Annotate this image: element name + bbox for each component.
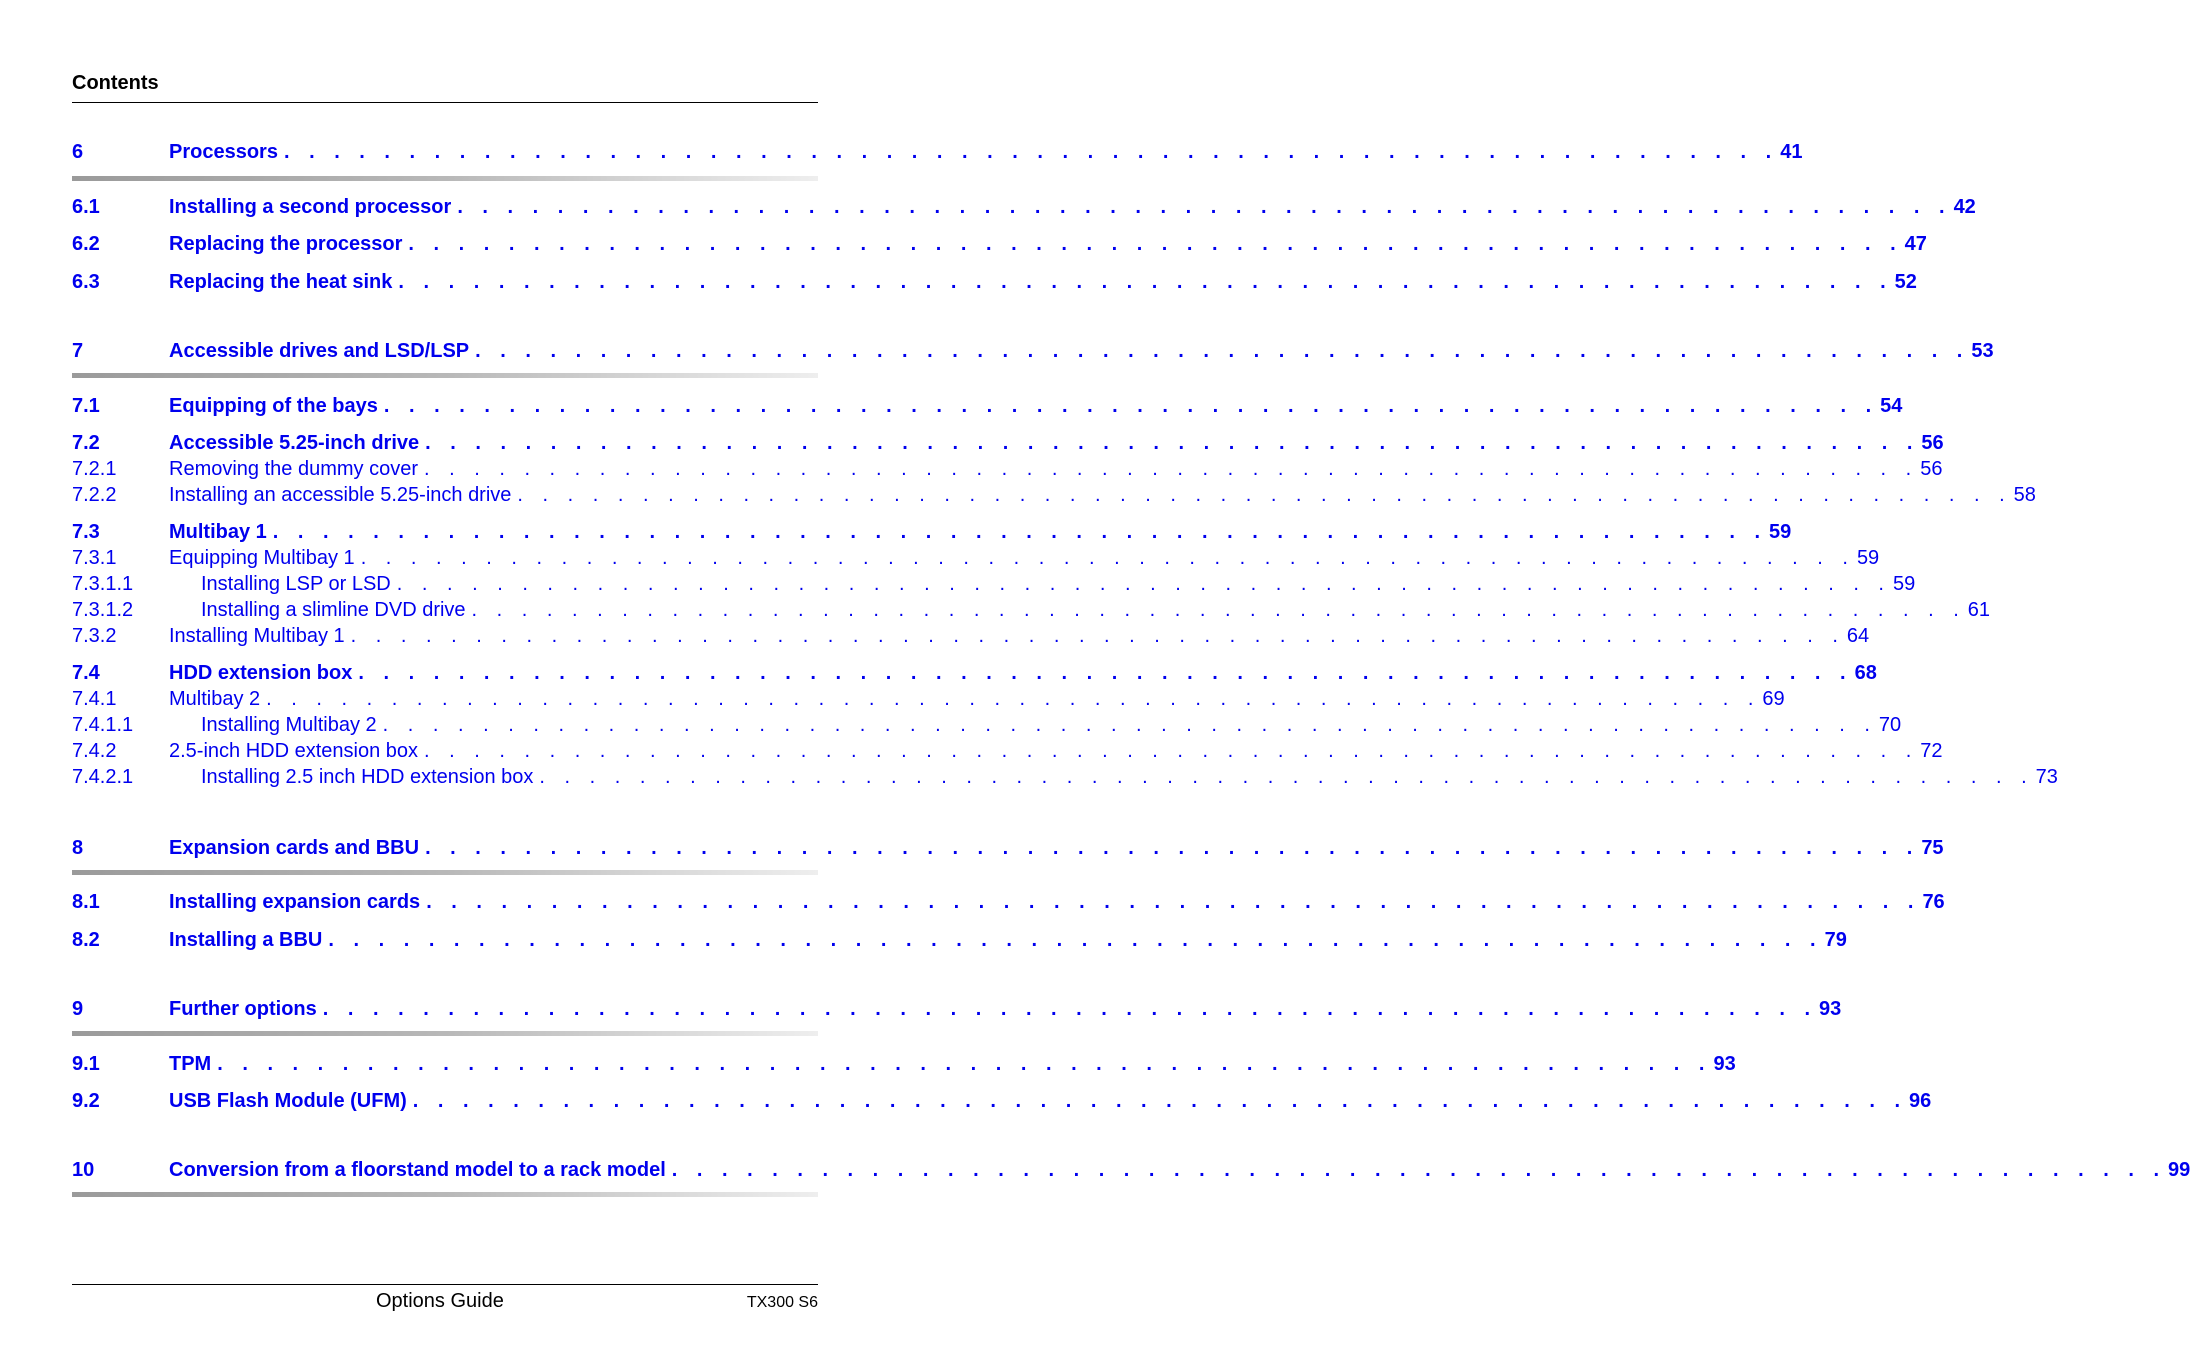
toc-entry[interactable] [72,547,1880,573]
toc-dot-leader: . . . . . . . . . . . . . . . . . . . . . . . . . . . . . . . . . . . . . . . . . . . . . . . . . . . . . . . . . . . . [671,1159,2167,1181]
toc-entry-number: 7.4 [72,662,100,684]
toc-entry-title: Installing a second processor [169,196,457,219]
toc-entry-number: 8 [72,837,84,859]
toc-entry-number: 7.3 [72,521,100,543]
toc-entry-page-number: 72 [1920,740,1943,762]
toc-entry-page-number: 54 [1880,395,1903,417]
toc-entry-page-number: 41 [1780,141,1803,163]
toc-dot-leader: . . . . . . . . . . . . . . . . . . . . . . . . . . . . . . . . . . . . . . . . . . . . . . . . . . . . . . . . . . . . [398,271,1893,293]
toc-dot-leader: . . . . . . . . . . . . . . . . . . . . . . . . . . . . . . . . . . . . . . . . . . . . . . . . . . . . . . . . . . . . [360,547,1855,569]
toc-entry-number: 7.3.2 [72,625,117,647]
toc-entry-number: 8.2 [72,929,100,951]
toc-dot-leader: . . . . . . . . . . . . . . . . . . . . . . . . . . . . . . . . . . . . . . . . . . . . . . . . . . . . . . . . . . . . [266,688,1761,710]
toc-entry-number: 7.1 [72,395,100,417]
toc-entry-title: HDD extension box [169,662,358,685]
toc-entry-page-number: 79 [1824,929,1847,951]
toc-entry-number: 7.4.2 [72,740,117,762]
toc-entry-title: USB Flash Module (UFM) [169,1090,413,1113]
toc-entry-page-number: 76 [1922,891,1945,913]
toc-entry-title: Installing Multibay 2 [201,714,383,737]
toc-entry-title: Accessible 5.25-inch drive [169,432,425,455]
toc-entry-page-number: 59 [1856,547,1880,569]
toc-entry[interactable] [72,625,1870,651]
toc-entry-number: 9.1 [72,1053,100,1075]
toc-entry-page-number: 73 [2035,766,2058,788]
toc-entry[interactable] [72,766,2058,792]
toc-entry-number: 6.1 [72,196,100,218]
toc-entry-number: 7.4.1.1 [72,714,134,736]
toc-entry[interactable] [72,196,1976,222]
toc-entry-number: 7 [72,340,84,362]
toc-entry-number: 8.1 [72,891,100,913]
toc-entry[interactable] [72,1159,2190,1185]
toc-dot-leader: . . . . . . . . . . . . . . . . . . . . . . . . . . . . . . . . . . . . . . . . . . . . . . . . . . . . . . . . . . . . [425,837,1920,859]
toc-entry-number: 7.2 [72,432,100,454]
toc-dot-leader: . . . . . . . . . . . . . . . . . . . . . . . . . . . . . . . . . . . . . . . . . . . . . . . . . . . . . . . . . . . . [328,929,1823,951]
chapter-rule [72,1192,818,1197]
toc-entry-number: 7.3.1 [72,547,117,569]
toc-entry[interactable] [72,1090,1932,1116]
toc-dot-leader: . . . . . . . . . . . . . . . . . . . . . . . . . . . . . . . . . . . . . . . . . . . . . . . . . . . . . . . . . . . . [408,233,1903,255]
toc-entry-page-number: 53 [1971,340,1994,362]
toc-entry[interactable] [72,395,1903,421]
footer-document-title: Options Guide [376,1290,504,1312]
toc-entry-page-number: 56 [1920,458,1943,480]
toc-entry[interactable] [72,271,1917,297]
chapter-rule [72,870,818,875]
toc-entry-number: 6 [72,141,84,163]
chapter-rule [72,176,818,181]
toc-entry-number: 7.4.1 [72,688,117,710]
toc-entry-page-number: 96 [1909,1090,1932,1112]
toc-dot-leader: . . . . . . . . . . . . . . . . . . . . . . . . . . . . . . . . . . . . . . . . . . . . . . . . . . . . . . . . . . . . [457,196,1952,218]
toc-entry-page-number: 93 [1819,998,1842,1020]
toc-entry[interactable] [72,688,1785,714]
toc-entry-title: Multibay 2 [169,688,266,711]
toc-dot-leader: . . . . . . . . . . . . . . . . . . . . . . . . . . . . . . . . . . . . . . . . . . . . . . . . . . . . . . . . . . . . [396,573,1891,595]
toc-entry-title: Equipping Multibay 1 [169,547,361,570]
toc-entry[interactable] [72,1053,1736,1079]
toc-entry-page-number: 59 [1893,573,1916,595]
toc-entry[interactable] [72,432,1944,458]
footer-rule [72,1284,818,1285]
toc-entry-title: Replacing the heat sink [169,271,398,294]
toc-dot-leader: . . . . . . . . . . . . . . . . . . . . . . . . . . . . . . . . . . . . . . . . . . . . . . . . . . . . . . . . . . . . [272,521,1768,543]
toc-entry-title: Installing an accessible 5.25-inch drive [169,484,517,507]
toc-entry-page-number: 75 [1921,837,1944,859]
toc-dot-leader: . . . . . . . . . . . . . . . . . . . . . . . . . . . . . . . . . . . . . . . . . . . . . . . . . . . . . . . . . . . . [412,1090,1908,1112]
toc-entry-page-number: 42 [1953,196,1976,218]
toc-dot-leader: . . . . . . . . . . . . . . . . . . . . . . . . . . . . . . . . . . . . . . . . . . . . . . . . . . . . . . . . . . . . [423,458,1919,480]
toc-dot-leader: . . . . . . . . . . . . . . . . . . . . . . . . . . . . . . . . . . . . . . . . . . . . . . . . . . . . . . . . . . . . [425,432,1920,454]
toc-dot-leader: . . . . . . . . . . . . . . . . . . . . . . . . . . . . . . . . . . . . . . . . . . . . . . . . . . . . . . . . . . . . [383,395,1879,417]
toc-entry-title: Conversion from a floorstand model to a rack model [169,1159,672,1182]
toc-entry[interactable] [72,458,1943,484]
toc-entry-number: 7.2.2 [72,484,117,506]
toc-entry-page-number: 69 [1762,688,1785,710]
toc-dot-leader: . . . . . . . . . . . . . . . . . . . . . . . . . . . . . . . . . . . . . . . . . . . . . . . . . . . . . . . . . . . . [358,662,1853,684]
toc-dot-leader: . . . . . . . . . . . . . . . . . . . . . . . . . . . . . . . . . . . . . . . . . . . . . . . . . . . . . . . . . . . . [283,141,1779,163]
toc-entry-page-number: 99 [2168,1159,2190,1181]
toc-entry-page-number: 58 [2013,484,2036,506]
toc-entry[interactable] [72,714,1902,740]
toc-dot-leader: . . . . . . . . . . . . . . . . . . . . . . . . . . . . . . . . . . . . . . . . . . . . . . . . . . . . . . . . . . . . [217,1053,1712,1075]
toc-entry-title: Installing expansion cards [169,891,426,914]
toc-entry[interactable] [72,740,1943,766]
toc-entry-number: 6.3 [72,271,100,293]
toc-entry[interactable] [72,484,2036,510]
chapter-rule [72,373,818,378]
toc-entry-page-number: 70 [1878,714,1902,736]
toc-entry-page-number: 61 [1967,599,1991,621]
toc-entry-title: Installing a BBU [169,929,328,952]
toc-entry-title: Installing a slimline DVD drive [201,599,472,622]
toc-entry-title: Further options [169,998,323,1021]
toc-dot-leader: . . . . . . . . . . . . . . . . . . . . . . . . . . . . . . . . . . . . . . . . . . . . . . . . . . . . . . . . . . . . [517,484,2012,506]
chapter-rule [72,1031,818,1036]
toc-entry-page-number: 93 [1713,1053,1736,1075]
page-header-title: Contents [72,72,159,94]
toc-entry-number: 7.3.1.2 [72,599,134,621]
toc-entry-title: 2.5-inch HDD extension box [169,740,424,763]
toc-dot-leader: . . . . . . . . . . . . . . . . . . . . . . . . . . . . . . . . . . . . . . . . . . . . . . . . . . . . . . . . . . . . [539,766,2034,788]
toc-entry-title: Multibay 1 [169,521,273,544]
toc-entry-title: Replacing the processor [169,233,408,256]
toc-entry-number: 7.2.1 [72,458,117,480]
toc-dot-leader: . . . . . . . . . . . . . . . . . . . . . . . . . . . . . . . . . . . . . . . . . . . . . . . . . . . . . . . . . . . . [322,998,1818,1020]
toc-dot-leader: . . . . . . . . . . . . . . . . . . . . . . . . . . . . . . . . . . . . . . . . . . . . . . . . . . . . . . . . . . . . [424,740,1919,762]
toc-entry[interactable] [72,141,1803,167]
toc-dot-leader: . . . . . . . . . . . . . . . . . . . . . . . . . . . . . . . . . . . . . . . . . . . . . . . . . . . . . . . . . . . . [426,891,1921,913]
toc-entry[interactable] [72,662,1877,688]
toc-entry[interactable] [72,521,1792,547]
toc-entry[interactable] [72,891,1945,917]
footer-product-name: TX300 S6 [746,1294,818,1311]
toc-entry-page-number: 56 [1921,432,1944,454]
toc-dot-leader: . . . . . . . . . . . . . . . . . . . . . . . . . . . . . . . . . . . . . . . . . . . . . . . . . . . . . . . . . . . . [382,714,1877,736]
toc-dot-leader: . . . . . . . . . . . . . . . . . . . . . . . . . . . . . . . . . . . . . . . . . . . . . . . . . . . . . . . . . . . . [475,340,1970,362]
toc-entry-page-number: 59 [1769,521,1792,543]
toc-entry-title: Installing LSP or LSD [201,573,397,596]
toc-entry[interactable] [72,837,1944,863]
toc-entry-number: 10 [72,1159,95,1181]
toc-entry[interactable] [72,998,1842,1024]
toc-entry-number: 6.2 [72,233,100,255]
toc-entry-number: 7.3.1.1 [72,573,134,595]
toc-entry-page-number: 68 [1854,662,1877,684]
toc-entry-page-number: 47 [1904,233,1927,255]
toc-entry-number: 9.2 [72,1090,100,1112]
toc-entry-title: Accessible drives and LSD/LSP [169,340,475,363]
toc-entry-title: Expansion cards and BBU [169,837,425,860]
toc-entry[interactable] [72,929,1847,955]
toc-entry-title: Installing 2.5 inch HDD extension box [201,766,539,789]
toc-entry-title: Processors [169,141,284,164]
toc-entry-title: Removing the dummy cover [169,458,424,481]
toc-entry[interactable] [72,573,1916,599]
toc-dot-leader: . . . . . . . . . . . . . . . . . . . . . . . . . . . . . . . . . . . . . . . . . . . . . . . . . . . . . . . . . . . . [350,625,1845,647]
toc-entry-page-number: 64 [1846,625,1870,647]
toc-entry-title: TPM [169,1053,217,1076]
toc-entry-title: Equipping of the bays [169,395,384,418]
toc-entry-number: 9 [72,998,84,1020]
toc-entry[interactable] [72,599,1991,625]
toc-entry-page-number: 52 [1894,271,1917,293]
toc-entry[interactable] [72,233,1927,259]
toc-entry[interactable] [72,340,1994,366]
toc-entry-title: Installing Multibay 1 [169,625,351,648]
toc-entry-number: 7.4.2.1 [72,766,134,788]
toc-dot-leader: . . . . . . . . . . . . . . . . . . . . . . . . . . . . . . . . . . . . . . . . . . . . . . . . . . . . . . . . . . . . [471,599,1966,621]
